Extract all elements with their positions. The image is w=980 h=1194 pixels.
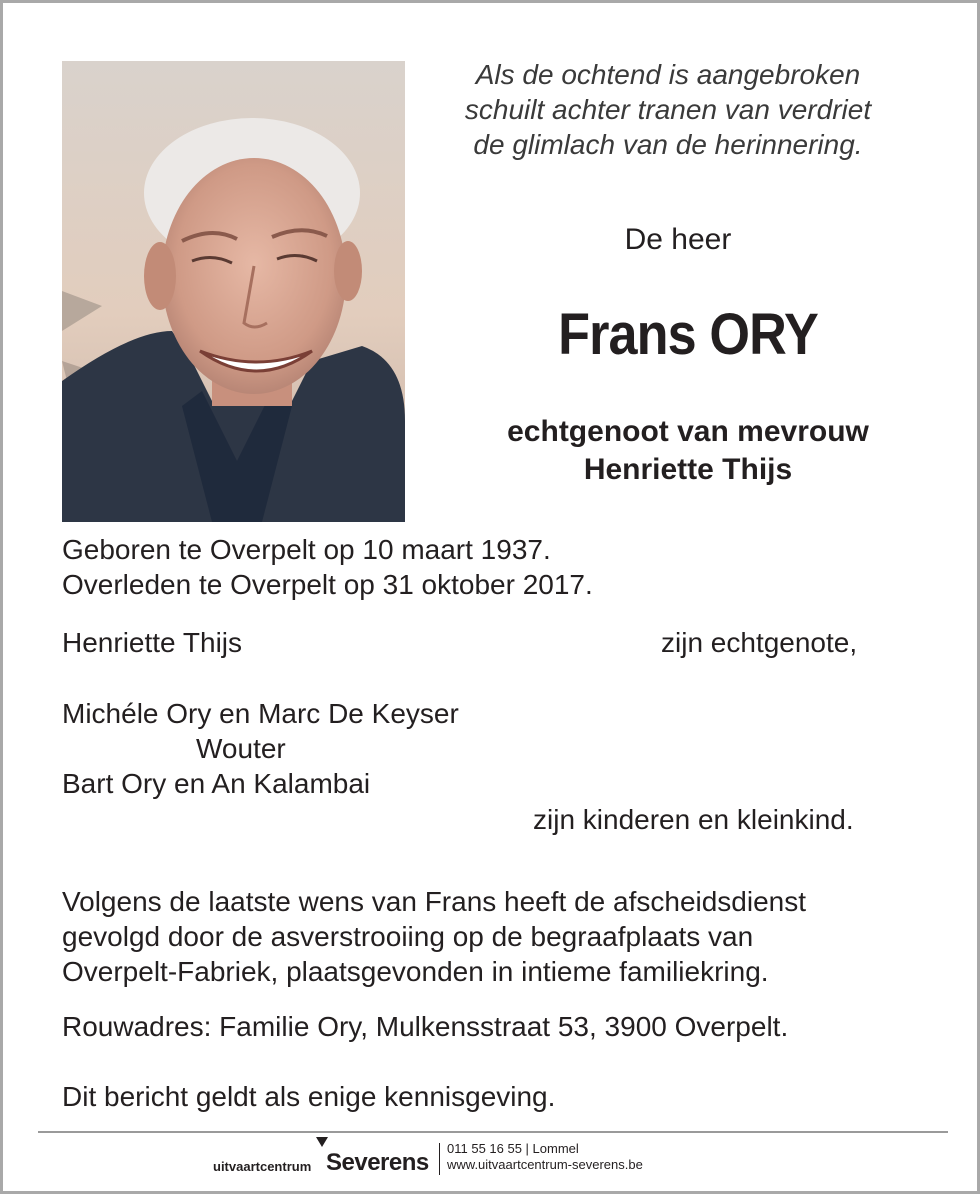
grandchild-line: Wouter [196, 733, 286, 764]
brand-separator [439, 1143, 440, 1175]
notice-line: Dit bericht geldt als enige kennisgeving. [62, 1081, 556, 1112]
spouse-line: echtgenoot van mevrouw [507, 415, 869, 448]
footer-divider [38, 1131, 948, 1133]
message-line: Overpelt-Fabriek, plaatsgevonden in intieme familiekring. [62, 956, 769, 987]
message-line: gevolgd door de asverstrooiing op de begraafplaats van [62, 921, 754, 952]
triangle-icon [316, 1137, 328, 1147]
contact-info [447, 1141, 643, 1173]
poem-line: de glimlach van de herinnering. [473, 129, 863, 160]
child-line: Bart Ory en An Kalambai [62, 768, 371, 799]
salutation: De heer [624, 223, 732, 256]
spouse-line: Henriette Thijs [583, 453, 793, 486]
spouse-heading [423, 413, 953, 489]
children-role: zijn kinderen en kleinkind. [533, 804, 854, 835]
phone-line: 011 55 16 55 | Lommel [447, 1141, 579, 1156]
brand-label: uitvaartcentrum [213, 1159, 312, 1174]
spouse-role: zijn echtgenote, [661, 627, 858, 658]
child-line: Michéle Ory en Marc De Keyser [62, 698, 459, 729]
birth-date: Geboren te Overpelt op 10 maart 1937. [62, 534, 551, 565]
poem-line: schuilt achter tranen van verdriet [464, 94, 872, 125]
deceased-name: Frans ORY [558, 302, 818, 367]
poem [423, 57, 913, 162]
website-link[interactable]: www.uitvaartcentrum-severens.be [447, 1157, 643, 1172]
message-line: Volgens de laatste wens van Frans heeft de afscheidsdienst [62, 886, 807, 917]
death-date: Overleden te Overpelt op 31 oktober 2017. [62, 569, 593, 600]
spouse-name: Henriette Thijs [62, 627, 243, 658]
portrait-photo [62, 61, 405, 522]
poem-line: Als de ochtend is aangebroken [475, 59, 861, 90]
mourning-address: Rouwadres: Familie Ory, Mulkensstraat 53, 3900 Overpelt. [62, 1011, 789, 1042]
brand-name: Severens [326, 1149, 429, 1176]
